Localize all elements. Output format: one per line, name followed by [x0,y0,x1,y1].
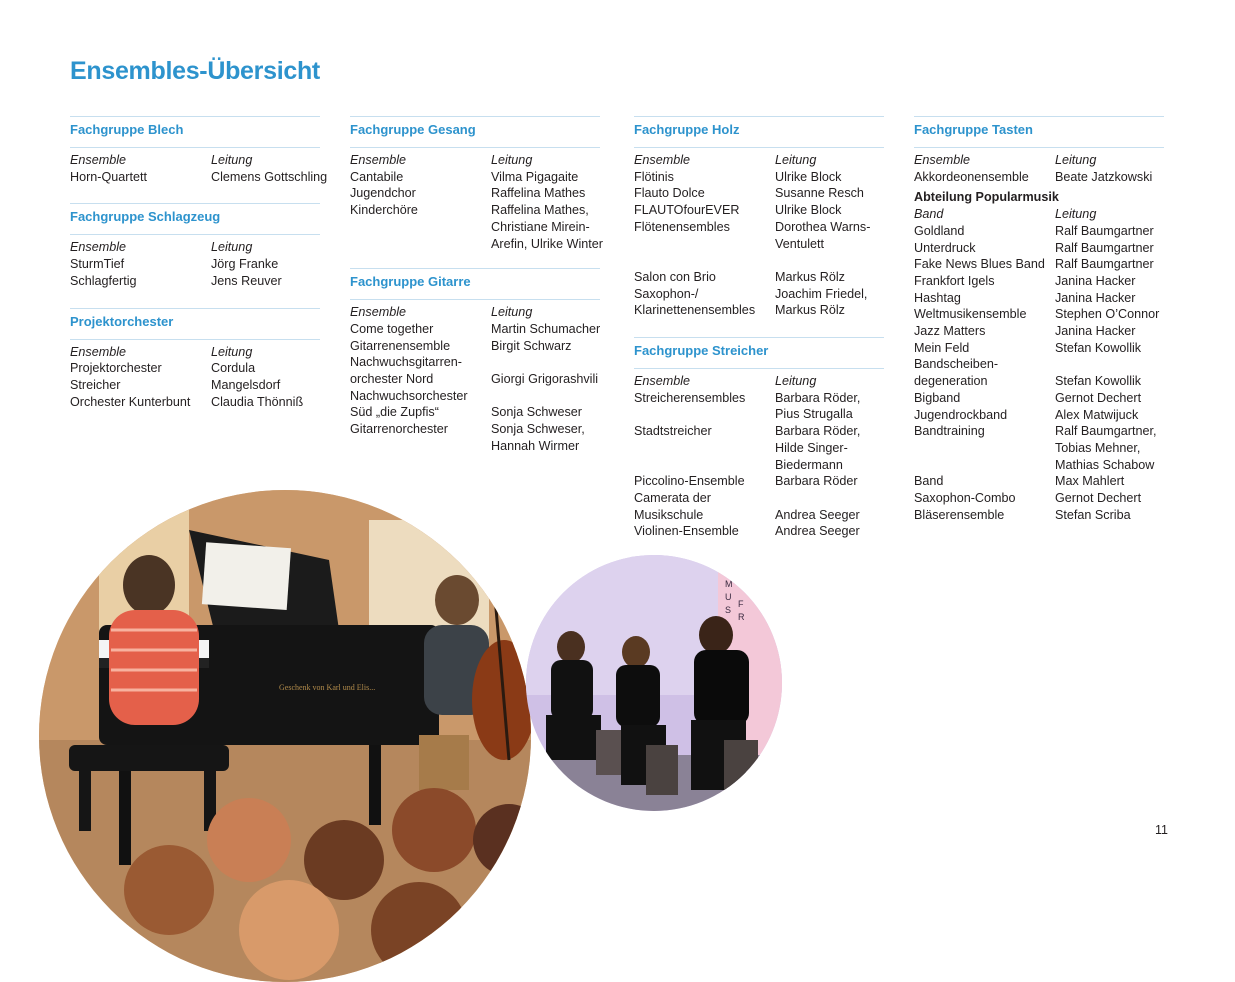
head-ensemble: Ensemble [350,153,407,167]
photo-cajon-players [526,555,782,811]
leitung-name: Joachim Friedel, [775,286,868,301]
head-leitung: Leitung [211,344,253,359]
table-row [350,338,600,355]
table-head [914,152,1164,169]
table-row [70,394,320,411]
ensemble-name: Fake News Blues Band [914,257,1045,272]
ensemble-name [350,438,491,455]
ensemble-name: Violinen-Ensemble [634,524,739,539]
leitung-name: Martin Schumacher [491,321,601,336]
leitung-name: Clemens Gottschling [211,169,328,184]
ensemble-name: Projektorchester [70,361,162,376]
head-ensemble: Ensemble [70,153,127,167]
leitung-name: Janina Hacker [1055,324,1136,339]
photo-piano-cello [39,490,531,982]
leitung-name: Sonja Schweser, [491,422,585,437]
leitung-name [491,388,600,405]
table-row [634,473,884,490]
group-title: Fachgruppe Blech [70,122,320,148]
group-title: Fachgruppe Holz [634,122,884,148]
leitung-name: Andrea Seeger [775,507,860,522]
group-gitarre [350,268,600,454]
table-head [350,304,600,321]
group-blech [70,116,328,185]
leitung-name: Raffelina Mathes [491,186,586,201]
ensemble-name: Stadtstreicher [634,424,712,439]
leitung-name: Ulrike Block [775,169,842,184]
table-row [914,223,1164,240]
head-leitung: Leitung [775,153,817,167]
group-title: Projektorchester [70,314,320,340]
ensemble-name: Bigband [914,390,961,405]
ensemble-name [634,406,775,423]
leitung-name: Dorothea Warns- [775,219,871,234]
table-row [70,360,320,377]
ensemble-name: Saxophon-Combo [914,491,1016,506]
group-gesang [350,116,603,252]
table-row [914,423,1164,440]
ensemble-name: degeneration [914,374,988,389]
ensemble-name: Camerata der [634,490,711,505]
table-row [914,356,1164,373]
leitung-name: Barbara Röder, [775,390,861,405]
column-1 [70,116,328,428]
ensemble-name: Bläserensemble [914,507,1005,522]
page-title: Ensembles-Übersicht [70,57,320,85]
table-row [634,507,884,524]
group-holz [634,116,884,319]
ensemble-name: Cantabile [350,169,404,184]
table-head [350,152,600,169]
group-title: Fachgruppe Gesang [350,122,600,148]
group-projektorchester [70,308,320,411]
table-row [350,169,600,186]
table-row [914,507,1164,524]
ensemble-name: Weltmusikensemble [914,307,1027,322]
leitung-name: Gernot Dechert [1055,491,1142,506]
ensemble-name: Jugendchor [350,186,416,201]
ensemble-name: FLAUTOfourEVER [634,203,740,218]
table-row [914,440,1164,457]
leitung-name: Ralf Baumgartner [1055,240,1154,255]
piano-inscription: Geschenk von Karl und Elis... [279,683,376,692]
leitung-name: Ralf Baumgartner, [1055,424,1157,439]
leitung-name: Claudia Thönniß [211,394,304,409]
table-row [914,373,1164,390]
leitung-name: Sonja Schweser [491,405,583,420]
banner-letter: F [738,599,744,609]
popularmusik-title: Abteilung Popularmusik [914,190,1059,205]
leitung-name [491,354,600,371]
table-row [634,457,884,474]
head-leitung: Leitung [211,153,253,167]
ensemble-name: Flötinis [634,169,674,184]
photo-cajon-illustration [526,555,782,811]
ensemble-name: Band [914,474,944,489]
leitung-name: Cordula [211,361,256,376]
table-row [634,202,884,219]
ensemble-name: Flötenensembles [634,219,730,234]
leitung-name: Jens Reuver [211,273,282,288]
group-title: Fachgruppe Gitarre [350,274,600,300]
ensemble-name [914,457,1055,474]
ensemble-name: Orchester Kunterbunt [70,394,191,409]
ensemble-name: Flauto Dolce [634,186,705,201]
table-row [914,340,1164,357]
head-leitung: Leitung [1055,153,1097,167]
table-head [70,344,320,361]
ensemble-name: Gitarrenorchester [350,422,448,437]
ensemble-name: Nachwuchsgitarren- [350,355,462,370]
leitung-name [1055,356,1164,373]
leitung-name: Hilde Singer- [775,440,848,455]
head-ensemble: Ensemble [634,374,691,389]
group-schlagzeug [70,203,320,289]
leitung-name: Janina Hacker [1055,273,1136,288]
head-ensemble: Ensemble [70,240,127,255]
group-streicher [634,337,884,540]
table-row [914,490,1164,507]
banner-letter: U [725,592,732,602]
table-row [350,438,600,455]
table-row [634,219,884,236]
table-row [350,219,600,236]
ensemble-name: Kinderchöre [350,203,418,218]
leitung-name: Beate Jatzkowski [1055,169,1153,184]
ensemble-name: Nachwuchsorchester [350,388,468,403]
group-title: Fachgruppe Streicher [634,343,884,369]
leitung-name: Gernot Dechert [1055,390,1142,405]
head-leitung: Leitung [491,305,533,320]
ensemble-name: Akkordeonensemble [914,169,1029,184]
table-row [914,290,1164,307]
table-head [914,206,1164,223]
leitung-name: Birgit Schwarz [491,338,572,353]
table-row [634,523,884,540]
leitung-name: Susanne Resch [775,186,864,201]
leitung-name: Ventulett [775,236,825,251]
leitung-name: Barbara Röder [775,474,858,489]
leitung-name: Pius Strugalla [775,407,853,422]
banner-letter: M [725,579,733,589]
ensemble-name: Gitarrenensemble [350,338,451,353]
table-row [350,388,600,405]
leitung-name: Giorgi Grigorashvili [491,372,599,387]
leitung-name: Christiane Mirein- [491,219,590,234]
leitung-name: Vilma Pigagaite [491,169,579,184]
ensemble-name: Saxophon-/ [634,286,699,301]
table-row [350,404,600,421]
leitung-name: Stephen O’Connor [1055,307,1160,322]
page-number: 11 [1155,823,1168,837]
leitung-name: Mathias Schabow [1055,457,1155,472]
table-row [350,371,600,388]
banner-letter: R [738,612,745,622]
table-row [70,273,320,290]
leitung-name: Hannah Wirmer [491,438,580,453]
ensemble-name [634,236,775,253]
leitung-name: Stefan Scriba [1055,507,1131,522]
head-leitung: Leitung [775,374,817,389]
ensemble-name [634,440,775,457]
ensemble-name [350,219,491,236]
ensemble-name: Frankfort Igels [914,273,995,288]
head-ensemble: Ensemble [350,305,407,320]
leitung-name: Raffelina Mathes, [491,203,589,218]
leitung-name: Markus Rölz [775,303,845,318]
head-ensemble: Ensemble [634,153,691,167]
table-head [634,373,884,390]
ensemble-name: Piccolino-Ensemble [634,474,745,489]
leitung-name: Ralf Baumgartner [1055,257,1154,272]
table-head [70,239,320,256]
ensemble-name: Goldland [914,223,965,238]
leitung-name [775,490,884,507]
table-row [634,185,884,202]
table-row [70,377,320,394]
banner-letter: S [725,605,732,615]
table-row [70,169,328,186]
ensemble-name: Bandscheiben- [914,357,999,372]
head-ensemble: Ensemble [70,344,127,359]
ensemble-name [914,440,1055,457]
leitung-name: Arefin, Ulrike Winter [491,236,603,251]
ensemble-name: Musikschule [634,507,704,522]
table-row [634,269,884,286]
table-row [350,321,600,338]
table-row [914,169,1164,186]
ensemble-name: Süd „die Zupfis“ [350,405,439,420]
ensemble-name: Horn-Quartett [70,169,147,184]
ensemble-name: Klarinettenensembles [634,303,756,318]
table-row [350,236,603,253]
group-title: Fachgruppe Schlagzeug [70,209,320,235]
table-row [914,323,1164,340]
table-row [350,185,600,202]
ensemble-name: Hashtag [914,290,961,305]
ensemble-name: Come together [350,321,434,336]
head-leitung: Leitung [211,240,253,255]
leitung-name: Stefan Kowollik [1055,340,1142,355]
photo-piano-illustration [39,490,531,982]
head-band: Band [914,207,944,222]
table-row [634,490,884,507]
column-4 [914,116,1164,541]
table-row [914,240,1164,257]
ensemble-name: Streicher [70,377,121,392]
ensemble-name: Bandtraining [914,424,985,439]
ensemble-name: Mein Feld [914,340,970,355]
leitung-name: Andrea Seeger [775,524,860,539]
leitung-name: Max Mahlert [1055,474,1125,489]
leitung-name: Ulrike Block [775,203,842,218]
table-row [914,273,1164,290]
ensemble-name: SturmTief [70,257,125,272]
leitung-name: Markus Rölz [775,269,845,284]
table-row [350,421,600,438]
table-row [634,236,884,253]
ensemble-name: Schlagfertig [70,273,137,288]
leitung-name: Mangelsdorf [211,377,281,392]
head-ensemble: Ensemble [914,153,971,167]
table-row [634,169,884,186]
table-row [634,406,884,423]
table-row [70,256,320,273]
ensemble-name: Jazz Matters [914,324,986,339]
table-row [634,390,884,407]
ensemble-name: Salon con Brio [634,269,716,284]
leitung-name: Alex Matwijuck [1055,407,1139,422]
table-row [914,457,1164,474]
leitung-name: Barbara Röder, [775,424,861,439]
ensemble-name: orchester Nord [350,372,434,387]
ensemble-name: Unterdruck [914,240,976,255]
table-head [70,152,320,169]
table-row [634,302,884,319]
head-leitung: Leitung [491,153,533,167]
table-row [350,354,600,371]
table-head [634,152,884,169]
group-title: Fachgruppe Tasten [914,122,1164,148]
table-row [914,390,1164,407]
ensemble-name: Jugendrockband [914,407,1008,422]
leitung-name: Ralf Baumgartner [1055,223,1154,238]
group-tasten [914,116,1164,523]
leitung-name: Stefan Kowollik [1055,374,1142,389]
leitung-name: Tobias Mehner, [1055,440,1141,455]
table-row [634,440,884,457]
leitung-name: Biedermann [775,457,843,472]
table-row [634,286,884,303]
ensemble-name: Streicherensembles [634,390,746,405]
column-2 [350,116,603,473]
ensemble-name [634,457,775,474]
table-row [914,306,1164,323]
column-3 [634,116,884,558]
ensemble-name [350,236,491,253]
table-row [350,202,600,219]
table-row [914,407,1164,424]
leitung-name: Janina Hacker [1055,290,1136,305]
head-leitung: Leitung [1055,207,1097,222]
table-row [914,256,1164,273]
leitung-name: Jörg Franke [211,257,279,272]
table-row [634,423,884,440]
table-row [914,473,1164,490]
